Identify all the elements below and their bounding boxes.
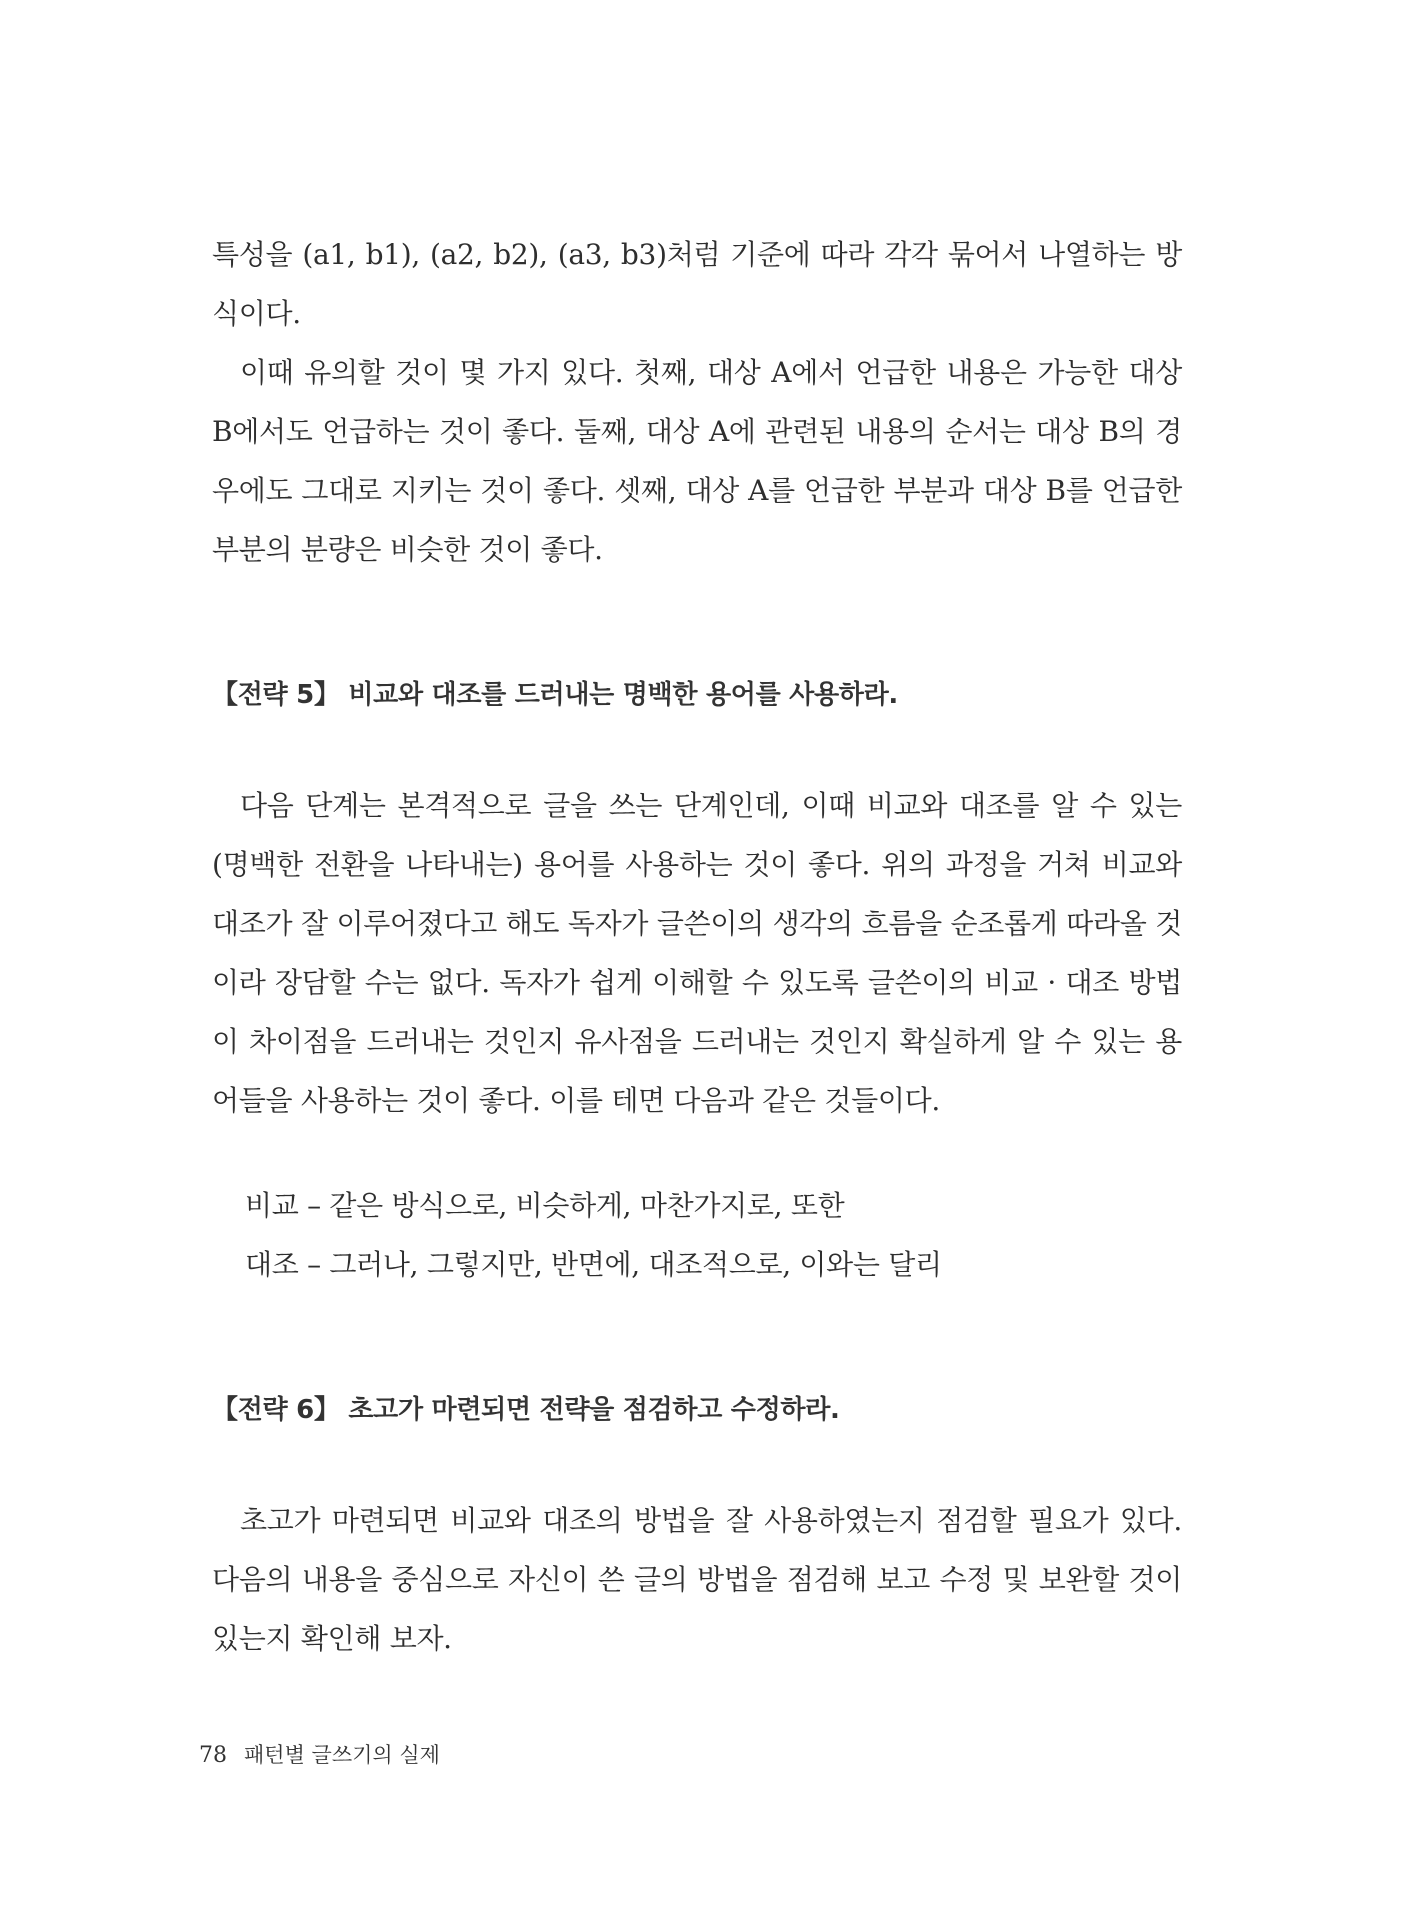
page-content [212,225,1182,1668]
page-footer [199,1740,440,1771]
spacer [212,715,1182,776]
term-list [212,1176,1182,1294]
paragraph-cautions: 이때 유의할 것이 몇 가지 있다. 첫째, 대상 A에서 언급한 내용은 가능한 대상 B에서도 언급하는 것이 좋다. 둘째, 대상 A에 관련된 내용의 순서는 대상 B의 경우에도 그대로 지키는 것이 좋다. 셋째, 대상 A를 언급한 부분과 대상 B를 언급한 부분의 분량은 비슷한 것이 좋다. [212,356,1182,566]
paragraph-strategy-6: 초고가 마련되면 비교와 대조의 방법을 잘 사용하였는지 점검할 필요가 있다. 다음의 내용을 중심으로 자신이 쓴 글의 방법을 점검해 보고 수정 및 보완할 것이 있는지 확인해 보자. [212,1504,1182,1655]
strategy-6-heading: 【전략 6】 초고가 마련되면 전략을 점검하고 수정하라. [212,1395,840,1425]
paragraph-strategy-5: 다음 단계는 본격적으로 글을 쓰는 단계인데, 이때 비교와 대조를 알 수 있는(명백한 전환을 나타내는) 용어를 사용하는 것이 좋다. 위의 과정을 거쳐 비교와 대조가 잘 이루어졌다고 해도 독자가 글쓴이의 생각의 흐름을 순조롭게 따라올 것이라 장담할 수는 없다. 독자가 쉽게 이해할 수 있도록 글쓴이의 비교 · 대조 방법이 차이점을 드러내는 것인지 유사점을 드러내는 것인지 확실하게 알 수 있는 용어들을 사용하는 것이 좋다. 이를 테면 다음과 같은 것들이다. [212,789,1182,1117]
spacer [212,1430,1182,1491]
spacer [212,579,1182,675]
spacer [212,1130,1182,1176]
term-list-contrast: 대조 – 그러나, 그렇지만, 반면에, 대조적으로, 이와는 달리 [245,1248,942,1281]
term-list-comparison: 비교 – 같은 방식으로, 비슷하게, 마찬가지로, 또한 [245,1189,845,1222]
running-title: 패턴별 글쓰기의 실제 [244,1743,440,1767]
paragraph-continuation: 특성을 (a1, b1), (a2, b2), (a3, b3)처럼 기준에 따라 각각 묶어서 나열하는 방식이다. [212,238,1182,330]
strategy-5-heading: 【전략 5】 비교와 대조를 드러내는 명백한 용어를 사용하라. [212,680,898,710]
spacer [212,1294,1182,1390]
page-number: 78 [199,1743,227,1768]
